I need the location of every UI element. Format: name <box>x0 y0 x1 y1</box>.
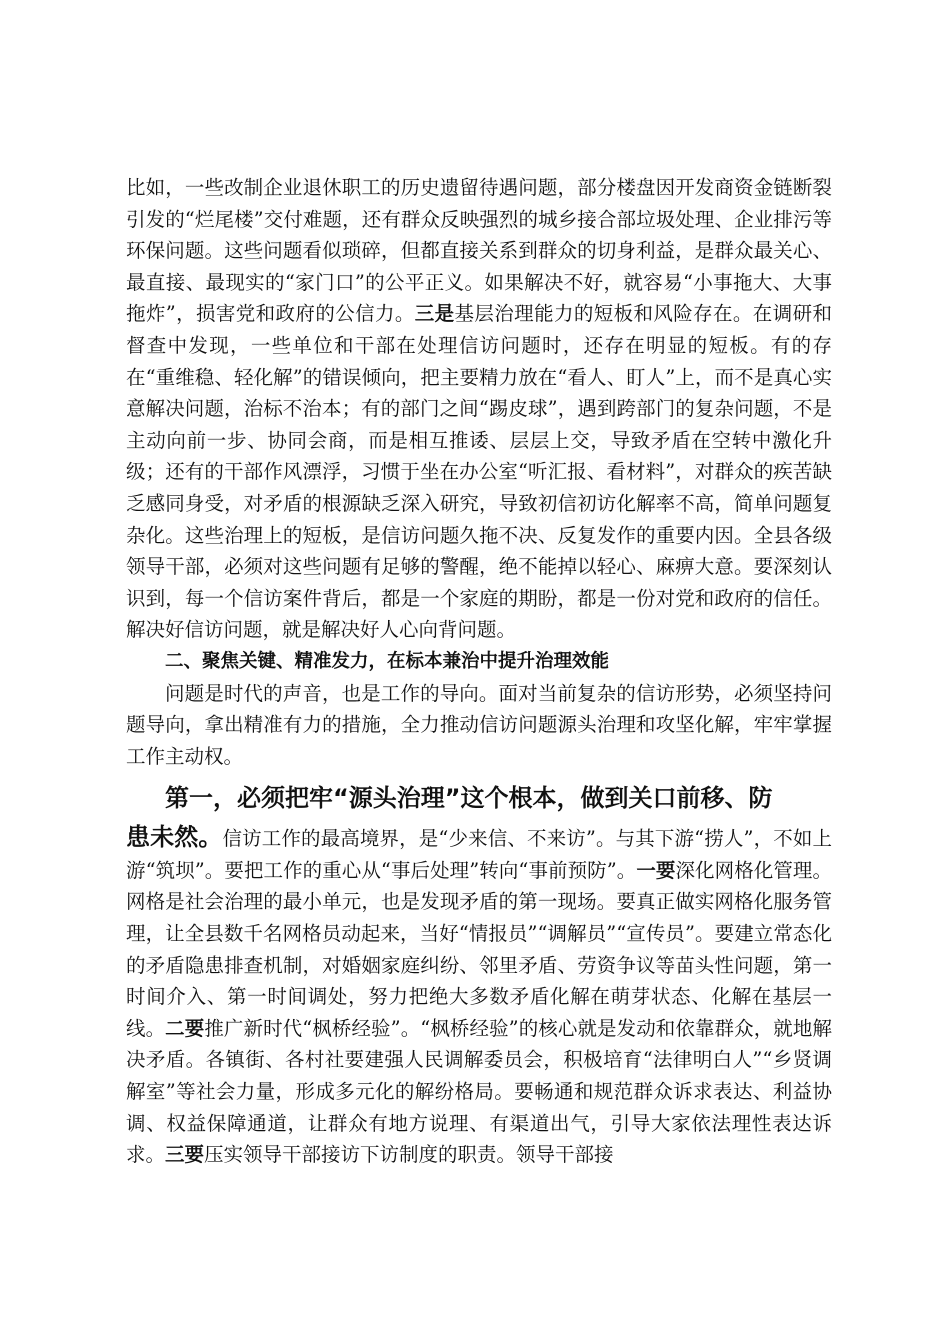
lead-sentence-part1: 第一，必须把牢“源头治理”这个根本，做到关口前移、防 <box>165 784 773 813</box>
paragraph-intro: 问题是时代的声音，也是工作的导向。面对当前复杂的信访形势，必须坚持问题导向，拿出精准有力的措施，全力推动信访问题源头治理和攻坚化解，牢牢掌握工作主动权。 <box>126 681 832 768</box>
paragraph-text: 压实领导干部接访下访制度的职责。领导干部接 <box>204 1143 614 1167</box>
paragraph-text: 深化网格化管理。网格是社会治理的最小单元，也是发现矛盾的第一现场。要真正做实网格化服务管理，让全县数千名网格员动起来，当好“情报员”“调解员”“宣传员”。要建立常态化的矛盾隐患排查机制，对婚姻家庭纠纷、邻里矛盾、劳资争议等苗头性问题，第一时间介入、第一时间调处，努力把绝大多数矛盾化解在萌芽状态、化解在基层一线。 <box>126 858 832 1040</box>
keyword-second: 二要 <box>165 1016 205 1040</box>
keyword-first: 一要 <box>636 858 676 882</box>
paragraph-text: 推广新时代“枫桥经验”。“枫桥经验”的核心就是发动和依靠群众，就地解决矛盾。各镇街、各村社要建强人民调解委员会，积极培育“法律明白人”“乡贤调解室”等社会力量，形成多元化的解纷格局。要畅通和规范群众诉求表达、利益协调、权益保障通道，让群众有地方说理、有渠道出气，引导大家依法理性表达诉求。 <box>126 1016 832 1167</box>
text-column <box>126 172 832 1171</box>
keyword-third: 三是 <box>414 302 455 326</box>
paragraph-problems-continued <box>126 172 832 646</box>
paragraph-text: 信访工作的最高境界，是“少来信、不来访”。与其下游“捞人”，不如上游“筑坝”。要把工作的重心从“事后处理”转向“事前预防”。 <box>126 827 832 882</box>
section-heading: 二、聚焦关键、精准发力，在标本兼治中提升治理效能 <box>165 650 610 672</box>
paragraph-text: 基层治理能力的短板和风险存在。在调研和督查中发现，一些单位和干部在处理信访问题时，还存在明显的短板。有的存在“重维稳、轻化解”的错误倾向，把主要精力放在“看人、盯人”上，而不是真心实意解决问题，治标不治本；有的部门之间“踢皮球”，遇到跨部门的复杂问题，不是主动向前一步、协同会商，而是相互推诿、层层上交，导致矛盾在空转中激化升级；还有的干部作风漂浮，习惯于坐在办公室“听汇报、看材料”，对群众的疾苦缺乏感同身受，对矛盾的根源缺乏深入研究，导致初信初访化解率不高，简单问题复杂化。这些治理上的短板，是信访问题久拖不决、反复发作的重要内因。全县各级领导干部，必须对这些问题有足够的警醒，绝不能掉以轻心、麻痹大意。要深刻认识到，每一个信访案件背后，都是一个家庭的期盼，都是一份对党和政府的信任。解决好信访问题，就是解决好人心向背问题。 <box>126 302 832 642</box>
paragraph-source-governance <box>126 776 832 1171</box>
lead-sentence-part2: 患未然。 <box>126 823 223 852</box>
paragraph-text: 比如，一些改制企业退休职工的历史遗留待遇问题，部分楼盘因开发商资金链断裂引发的“烂尾楼”交付难题，还有群众反映强烈的城乡接合部垃圾处理、企业排污等环保问题。这些问题看似琐碎，但都直接关系到群众的切身利益，是群众最关心、最直接、最现实的“家门口”的公平正义。如果解决不好，就容易“小事拖大、大事拖炸”，损害党和政府的公信力。 <box>126 176 832 326</box>
keyword-third-requirement: 三要 <box>165 1143 205 1167</box>
